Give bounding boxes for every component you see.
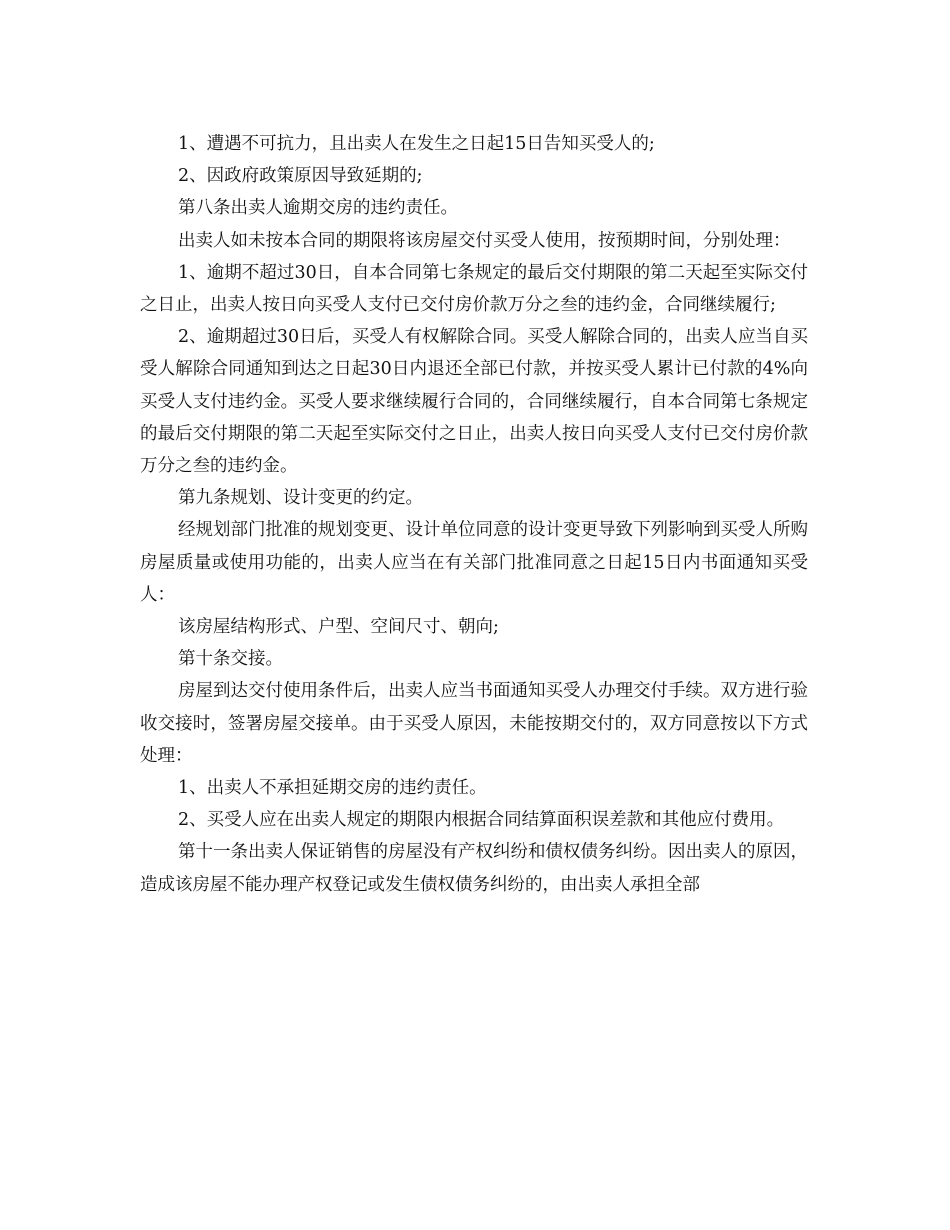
paragraph-policy-delay: 2、因政府政策原因导致延期的; [178,166,423,187]
paragraph-force-majeure: 1、遭遇不可抗力，且出卖人在发生之日起15日告知买受人的; [178,134,655,154]
article-8-heading: 第八条出卖人逾期交房的违约责任。 [178,198,458,219]
article-11-paragraph: 第十一条出卖人保证销售的房屋没有产权纠纷和债权债务纠纷。因出卖人的原因，造成该房屋不能办理产权登记或发生债权债务纠纷的，由出卖人承担全部 [140,842,808,895]
paragraph-overdue-within-30-days: 1、逾期不超过30日，自本合同第七条规定的最后交付期限的第二天起至实际交付之日止，出卖人按日向买受人支付已交付房价款万分之叁的违约金，合同继续履行; [140,262,808,316]
document-body [140,128,808,901]
article-9-heading: 第九条规划、设计变更的约定。 [178,488,423,509]
paragraph-structure-items: 该房屋结构形式、户型、空间尺寸、朝向; [178,617,499,638]
article-10-heading: 第十条交接。 [178,649,283,670]
paragraph-design-change-notice: 经规划部门批准的规划变更、设计单位同意的设计变更导致下列影响到买受人所购房屋质量或使用功能的，出卖人应当在有关部门批准同意之日起15日内书面通知买受人： [140,520,808,605]
paragraph-no-liability: 1、出卖人不承担延期交房的违约责任。 [178,778,487,799]
paragraph-settlement: 2、买受人应在出卖人规定的期限内根据合同结算面积误差款和其他应付费用。 [178,810,785,831]
paragraph-handover-procedure: 房屋到达交付使用条件后，出卖人应当书面通知买受人办理交付手续。双方进行验收交接时，签署房屋交接单。由于买受人原因，未能按期交付的，双方同意按以下方式处理： [140,681,808,766]
paragraph-article-8-intro: 出卖人如未按本合同的期限将该房屋交付买受人使用，按预期时间，分别处理： [178,230,791,251]
paragraph-overdue-beyond-30-days: 2、逾期超过30日后，买受人有权解除合同。买受人解除合同的，出卖人应当自买受人解除合同通知到达之日起30日内退还全部已付款，并按买受人累计已付款的4%向买受人支付违约金。买受人要求继续履行合同的，合同继续履行，自本合同第七条规定的最后交付期限的第二天起至实际交付之日止，出卖人按日向买受人支付已交付房价款万分之叁的违约金。 [140,327,808,477]
